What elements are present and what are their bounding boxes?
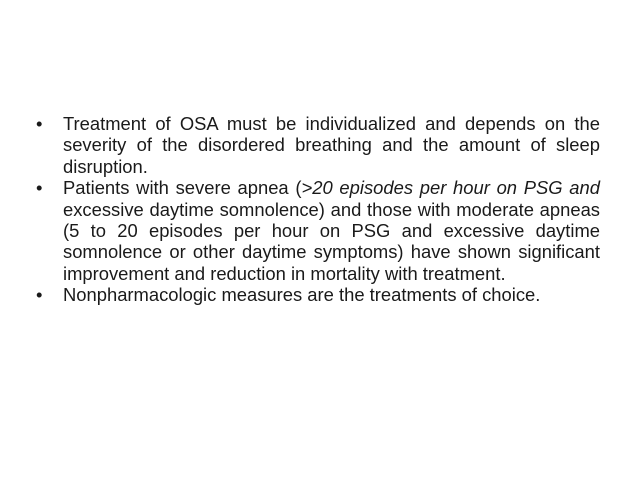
bullet-item-nonpharmacologic xyxy=(36,284,600,305)
bullet-text: Treatment of OSA must be individualized and depends on the severity of the disordered breathing and the amount of sleep disruption. xyxy=(63,113,600,177)
bullet-marker: • xyxy=(36,113,43,134)
bullet-list xyxy=(36,113,600,306)
bullet-item-treatment xyxy=(36,113,600,177)
bullet-marker: • xyxy=(36,177,43,199)
bullet-item-patients xyxy=(36,177,600,284)
bullet-text-part1: Patients with severe apnea ( xyxy=(63,177,302,199)
bullet-text-italic: >20 episodes per hour on PSG and xyxy=(301,177,600,199)
bullet-text: Nonpharmacologic measures are the treatments of choice. xyxy=(63,284,541,306)
bullet-text-part2: excessive daytime somnolence) and those with moderate apneas (5 to 20 episodes per hour on PSG and excessive daytime somnolence or other daytime symptoms) have shown significant improvement and reduction in mortality with treatment. xyxy=(63,198,600,284)
bullet-marker: • xyxy=(36,284,43,306)
